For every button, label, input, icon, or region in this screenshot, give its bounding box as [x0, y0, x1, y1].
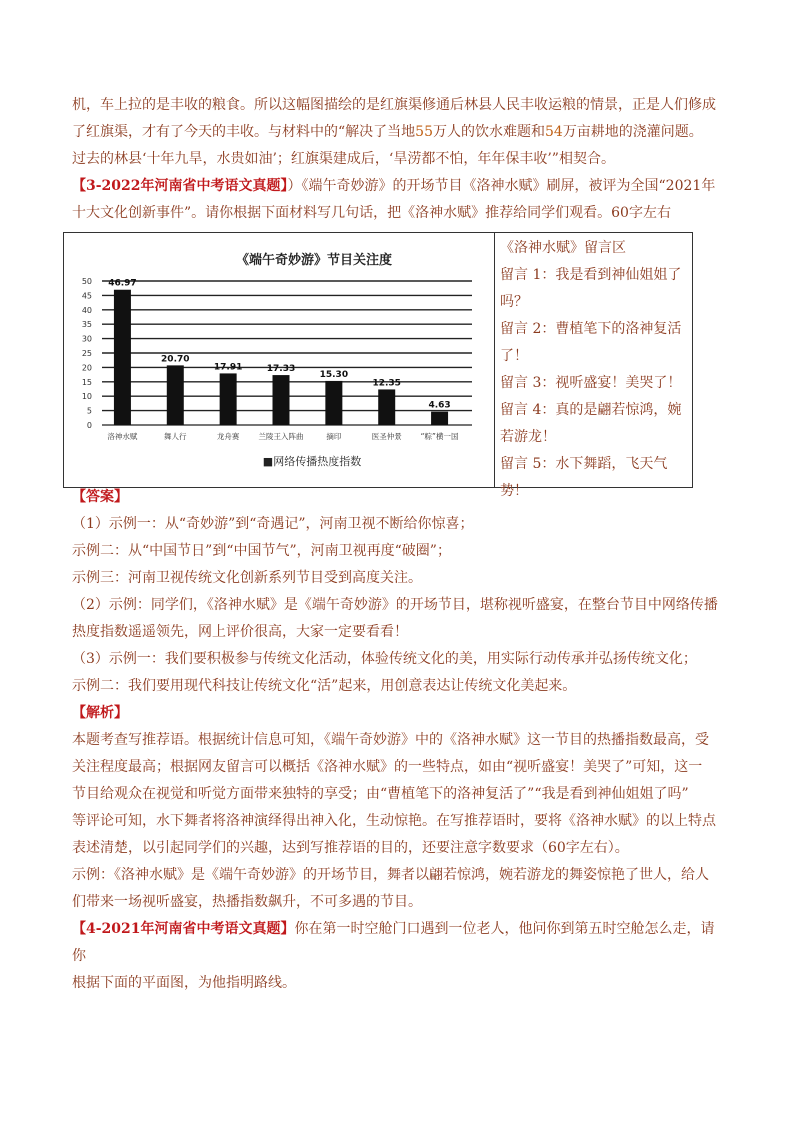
x-tick-label: “粽”横一国: [420, 432, 459, 441]
bar: [431, 412, 448, 425]
chart-title: 《端午奇妙游》节目关注度: [235, 253, 393, 268]
intro-line-2: 了红旗渠，才有了今天的丰收。与材料中的“解决了当地55万人的饮水难题和54万亩耕地的浇灌问题。: [72, 124, 703, 140]
question-3-text-1: ）《端午奇妙游》的开场节目《洛神水赋》刷屏，被评为全国“2021年: [287, 178, 716, 194]
comment-line: 留言 4：真的是翩若惊鸿，婉: [500, 402, 682, 418]
intro-line-3: 过去的林县‘十年九旱，水贵如油’；红旗渠建成后，‘旱涝都不怕，年年保丰收’”相契合。: [72, 151, 615, 167]
x-tick-label: 医圣仲景: [371, 432, 402, 441]
y-tick-label: 15: [81, 377, 92, 387]
answer-line: （3）示例一：我们要积极参与传统文化活动，体验传统文化的美，用实际行动传承并弘扬传统文化；: [72, 651, 697, 667]
x-tick-label: 龙舟赛: [216, 432, 240, 441]
comment-area-title: 《洛神水赋》留言区: [500, 240, 626, 256]
bar: [378, 389, 395, 425]
comment-line: 吗？: [500, 294, 528, 310]
analysis-line: 表述清楚，以引起同学们的兴趣，达到写推荐语的目的，还要注意字数要求（60字左右）。: [72, 840, 629, 856]
comment-line: 留言 2：曹植笔下的洛神复活: [500, 321, 682, 337]
x-tick-label: 兰陵王入阵曲: [258, 432, 304, 441]
y-tick-label: 30: [81, 334, 92, 344]
bar-value-label: 15.30: [319, 369, 349, 380]
comment-line: 留言 1：我是看到神仙姐姐了: [500, 267, 682, 283]
comment-line: 留言 5：水下舞蹈，飞天气势！: [500, 456, 668, 499]
y-tick-label: 5: [86, 406, 92, 416]
analysis-line: 节目给观众在视觉和听觉方面带来独特的享受；由“曹植笔下的洛神复活了”“我是看到神仙姐姐了吗”: [72, 786, 689, 802]
answer-line: 示例二：我们要用现代科技让传统文化“活”起来，用创意表达让传统文化美起来。: [72, 678, 577, 694]
question-4: [72, 916, 722, 970]
y-tick-label: 10: [81, 392, 92, 402]
analysis-line: 本题考查写推荐语。根据统计信息可知，《端午奇妙游》中的《洛神水赋》这一节目的热播指数最高，受: [72, 732, 709, 748]
bar: [114, 290, 131, 425]
answer-block: [72, 484, 722, 997]
bar: [273, 375, 290, 425]
bar: [167, 365, 184, 425]
comment-line: 留言 3：视听盛宴！美哭了！: [500, 375, 682, 391]
question-3: [72, 173, 722, 200]
bar: [220, 373, 237, 425]
question-3-tag: 【3-2022年河南省中考语文真题】: [72, 178, 288, 194]
y-tick-label: 45: [81, 291, 92, 301]
bar-value-label: 46.97: [108, 278, 137, 289]
question-3-text-2: 十大文化创新事件”。请你根据下面材料写几句话，把《洛神水赋》推荐给同学们观看。60字左右: [72, 205, 671, 221]
answer-line: （1）示例一：从“奇妙游”到“奇遇记”，河南卫视不断给你惊喜；: [72, 516, 474, 532]
question-4-tag: 【4-2021年河南省中考语文真题】: [72, 921, 295, 937]
x-tick-label: 洛神水赋: [107, 432, 138, 441]
bar-value-label: 4.63: [428, 400, 451, 411]
chart-panel: [64, 233, 495, 487]
bar-value-label: 20.70: [161, 354, 190, 365]
x-tick-label: 摘印: [326, 432, 342, 441]
answer-tag: 【答案】: [72, 489, 128, 505]
x-tick-label: 舞人行: [164, 432, 187, 441]
bar-value-label: 17.33: [266, 364, 296, 375]
y-tick-label: 35: [81, 320, 92, 330]
answer-line: 示例二：从“中国节日”到“中国节气”，河南卫视再度“破圈”；: [72, 543, 451, 559]
y-tick-label: 50: [81, 277, 92, 286]
analysis-line: 示例：《洛神水赋》是《端午奇妙游》的开场节目，舞者以翩若惊鸿，婉若游龙的舞姿惊艳了世人，给人: [72, 867, 709, 883]
analysis-line: 们带来一场视听盛宴，热播指数飙升，不可多遇的节目。: [72, 894, 422, 910]
y-tick-label: 20: [81, 363, 92, 373]
y-tick-label: 0: [86, 421, 92, 430]
y-tick-label: 40: [81, 305, 92, 315]
intro-block: [72, 92, 722, 227]
question-4-text-2: 根据下面的平面图，为他指明路线。: [72, 975, 296, 991]
analysis-tag: 【解析】: [72, 705, 128, 721]
answer-line: 示例三：河南卫视传统文化创新系列节目受到高度关注。: [72, 570, 422, 586]
analysis-line: 关注程度最高；根据网友留言可以概括《洛神水赋》的一些特点，如由“视听盛宴！美哭了”可知，这一: [72, 759, 703, 775]
bar: [325, 381, 342, 425]
attention-bar-chart: [64, 233, 494, 487]
analysis-line: 等评论可知，水下舞者将洛神演绎得出神入化，生动惊艳。在写推荐语时，要将《洛神水赋》的以上特点: [72, 813, 716, 829]
comment-area: [500, 235, 690, 505]
intro-line-1: 机，车上拉的是丰收的粮食。所以这幅图描绘的是红旗渠修通后林县人民丰收运粮的情景，正是人们修成: [72, 97, 716, 113]
bar-value-label: 12.35: [372, 378, 401, 389]
y-tick-label: 25: [81, 349, 92, 358]
question-4-text-1: 你在第一时空舱门口遇到一位老人，他问你到第五时空舱怎么走，请你: [72, 921, 715, 964]
chart-legend: ■网络传播热度指数: [262, 455, 362, 468]
comment-line: 若游龙！: [500, 429, 556, 445]
comment-line: 了！: [500, 348, 528, 364]
bar-value-label: 17.91: [213, 362, 243, 373]
answer-line: （2）示例：同学们，《洛神水赋》是《端午奇妙游》的开场节目，堪称视听盛宴，在整台节目中网络传播: [72, 597, 718, 613]
answer-line: 热度指数遥遥领先，网上评价很高，大家一定要看看！: [72, 624, 408, 640]
